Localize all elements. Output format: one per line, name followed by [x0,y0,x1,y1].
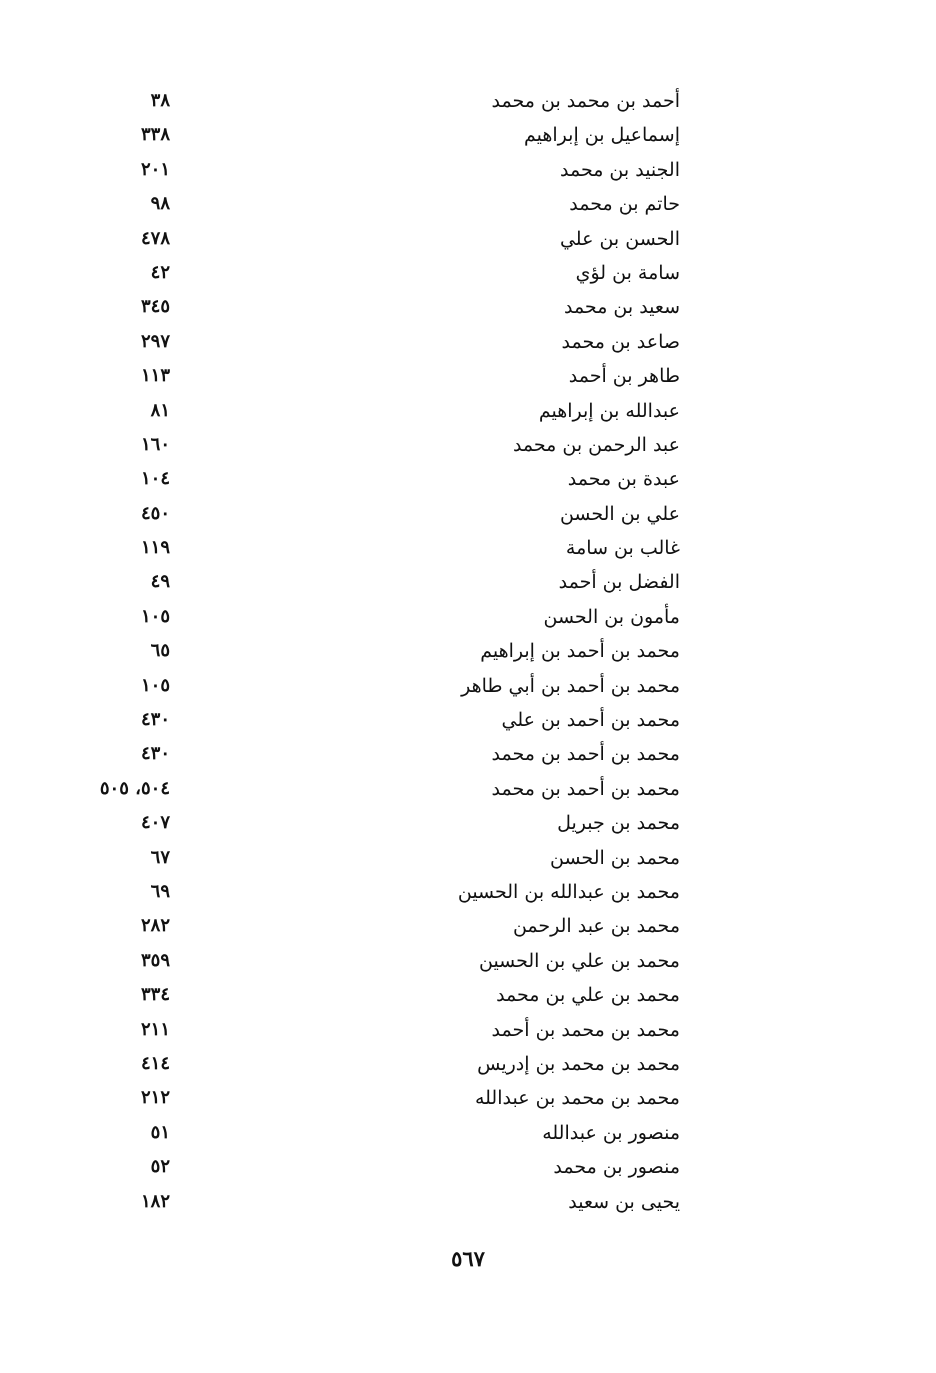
entry-page-refs: ٢١١ [140,1018,170,1040]
entry-page-refs: ٦٩ [150,880,170,902]
entry-name: أحمد بن محمد بن محمد [491,90,680,112]
entry-page-refs: ٣٣٤ [140,984,170,1006]
entry-page-refs: ٤٠٧ [140,812,170,834]
entry-page-refs: ١٠٤ [140,468,170,490]
entry-name: غالب بن سامة [565,537,680,560]
index-entry [100,1116,680,1150]
entry-name: إسماعيل بن إبراهيم [524,124,680,147]
entry-name: محمد بن علي بن الحسين [478,949,680,972]
entry-page-refs: ٤٥٠ [140,502,170,524]
index-entry [100,703,680,737]
entry-name: عبدالله بن إبراهيم [538,399,680,422]
entry-name: محمد بن أحمد بن محمد [491,743,680,766]
index-entry [100,737,680,771]
entry-name: محمد بن أحمد بن أبي طاهر [461,674,680,697]
entry-name: مأمون بن الحسن [543,605,680,628]
index-entry [100,428,680,462]
index-entry [100,187,680,221]
entry-page-refs: ٤٢ [150,261,170,283]
index-entry [100,84,680,118]
entry-name: صاعد بن محمد [561,330,680,353]
index-entry [100,153,680,187]
entry-page-refs: ٢٠١ [140,158,170,180]
entry-page-refs: ٤٧٨ [140,227,170,249]
entry-name: محمد بن محمد بن إدريس [477,1052,680,1075]
entry-name: منصور بن عبدالله [542,1121,680,1144]
index-entry [100,394,680,428]
index-entry [100,806,680,840]
name-index-list [100,84,680,1219]
page-number: ٥٦٧ [451,1246,485,1271]
entry-page-refs: ١٠٥ [140,605,170,627]
entry-name: الحسن بن علي [559,227,680,250]
entry-name: محمد بن أحمد بن إبراهيم [480,640,680,663]
entry-page-refs: ٢٨٢ [140,915,170,937]
index-entry [100,325,680,359]
entry-page-refs: ٣٣٨ [140,124,170,146]
index-entry [100,772,680,806]
index-entry [100,600,680,634]
entry-name: محمد بن جبريل [557,812,680,835]
entry-page-refs: ١١٣ [140,365,170,387]
entry-page-refs: ٤٣٠ [140,743,170,765]
entry-name: علي بن الحسن [559,502,680,525]
index-entry [100,1081,680,1115]
index-entry [100,944,680,978]
entry-page-refs: ٦٥ [150,640,170,662]
entry-name: الفضل بن أحمد [558,571,680,594]
entry-name: محمد بن أحمد بن علي [501,709,680,732]
entry-page-refs: ٣٨ [150,90,170,111]
entry-page-refs: ٥٠٤، ٥٠٥ [99,777,170,799]
entry-page-refs: ٤١٤ [140,1052,170,1074]
entry-page-refs: ٢١٢ [140,1087,170,1109]
entry-name: محمد بن الحسن [550,846,680,869]
entry-page-refs: ٤٩ [150,571,170,593]
entry-page-refs: ٣٤٥ [140,296,170,318]
entry-page-refs: ٥١ [150,1121,170,1143]
entry-page-refs: ٨١ [150,399,170,421]
entry-page-refs: ١٦٠ [140,433,170,455]
index-entry [100,634,680,668]
index-entry [100,462,680,496]
index-entry [100,1047,680,1081]
entry-name: عبدة بن محمد [567,468,680,491]
index-entry [100,222,680,256]
index-entry [100,290,680,324]
entry-name: سعيد بن محمد [563,296,680,319]
entry-name: حاتم بن محمد [569,193,680,216]
entry-name: محمد بن محمد بن أحمد [491,1018,680,1041]
entry-page-refs: ٢٩٧ [140,330,170,352]
entry-page-refs: ١٨٢ [140,1190,170,1212]
index-entry [100,909,680,943]
entry-name: محمد بن عبدالله بن الحسين [457,880,680,903]
index-entry [100,875,680,909]
entry-name: طاهر بن أحمد [568,365,680,388]
index-entry [100,565,680,599]
entry-name: محمد بن عبد الرحمن [512,915,680,938]
entry-name: محمد بن علي بن محمد [496,984,680,1007]
entry-name: محمد بن أحمد بن محمد [491,777,680,800]
index-entry [100,118,680,152]
index-entry [100,1013,680,1047]
entry-page-refs: ١٠٥ [140,674,170,696]
entry-page-refs: ٤٣٠ [140,709,170,731]
entry-page-refs: ٣٥٩ [140,949,170,971]
index-entry [100,1185,680,1219]
entry-name: يحيى بن سعيد [568,1190,680,1213]
entry-name: محمد بن محمد بن عبدالله [474,1087,680,1110]
index-entry [100,256,680,290]
index-entry [100,1150,680,1184]
entry-page-refs: ١١٩ [140,537,170,559]
entry-name: عبد الرحمن بن محمد [512,433,680,456]
index-entry [100,978,680,1012]
entry-name: سامة بن لؤي [575,261,680,284]
entry-name: الجنيد بن محمد [559,158,680,181]
index-entry [100,497,680,531]
entry-page-refs: ٩٨ [150,193,170,215]
entry-page-refs: ٥٢ [150,1156,170,1178]
entry-page-refs: ٦٧ [150,846,170,868]
index-entry [100,669,680,703]
entry-name: منصور بن محمد [553,1156,680,1179]
index-entry [100,841,680,875]
index-entry [100,359,680,393]
index-entry [100,531,680,565]
